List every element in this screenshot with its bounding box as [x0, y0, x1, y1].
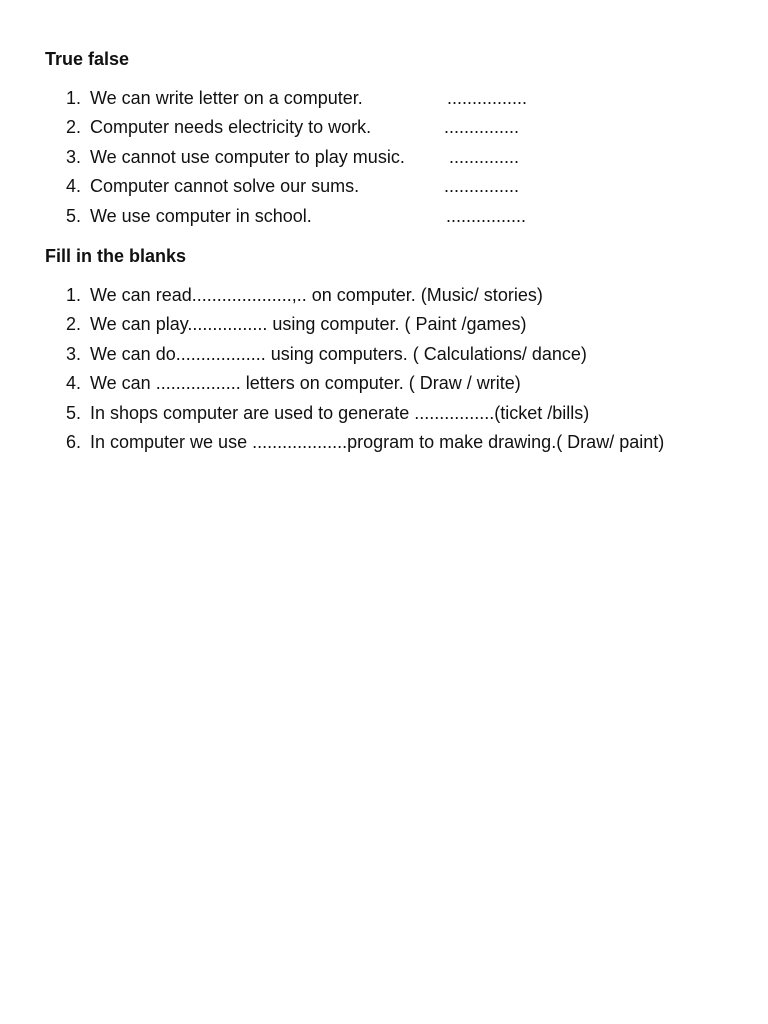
item-number: 2. — [66, 117, 82, 138]
fill-blank-item — [0, 343, 768, 372]
answer-blank: ............... — [444, 176, 520, 197]
item-statement: We can write letter on a computer. — [90, 88, 363, 108]
item-statement: In computer we use ...................program to make drawing.( Draw/ paint) — [90, 431, 665, 452]
item-number: 6. — [66, 431, 82, 452]
item-statement: Computer needs electricity to work. — [90, 117, 372, 138]
item-number: 3. — [66, 343, 82, 364]
answer-blank: ................ — [446, 205, 527, 226]
true-false-list — [0, 87, 768, 234]
true-false-item — [0, 116, 768, 145]
answer-blank: ............... — [444, 117, 520, 138]
item-number: 1. — [66, 285, 82, 305]
fill-blank-item — [0, 372, 768, 401]
item-number: 5. — [66, 205, 82, 226]
item-statement: We can play................ using computer. ( Paint /games) — [90, 314, 527, 335]
item-statement: In shops computer are used to generate ................(ticket /bills) — [90, 402, 590, 423]
fill-blanks-heading: Fill in the blanks — [45, 246, 187, 266]
item-statement: We cannot use computer to play music. — [90, 146, 405, 167]
item-number: 4. — [66, 373, 82, 394]
true-false-item — [0, 87, 768, 116]
true-false-item — [0, 146, 768, 175]
fill-blanks-list — [0, 284, 768, 460]
item-number: 1. — [66, 88, 82, 108]
answer-blank: ................ — [447, 88, 528, 108]
fill-blank-item — [0, 313, 768, 342]
item-number: 2. — [66, 314, 82, 335]
item-number: 3. — [66, 146, 82, 167]
fill-blank-item — [0, 431, 768, 460]
item-statement: We can do.................. using computers. ( Calculations/ dance) — [90, 343, 587, 364]
fill-blank-item — [0, 402, 768, 431]
fill-blank-item — [0, 284, 768, 313]
item-statement: We can ................. letters on computer. ( Draw / write) — [90, 373, 521, 394]
true-false-heading: True false — [45, 49, 130, 69]
true-false-item — [0, 175, 768, 204]
item-number: 5. — [66, 402, 82, 423]
item-statement: Computer cannot solve our sums. — [90, 176, 360, 197]
item-number: 4. — [66, 176, 82, 197]
item-statement: We can read....................,.. on computer. (Music/ stories) — [90, 285, 543, 305]
item-statement: We use computer in school. — [90, 205, 312, 226]
answer-blank: .............. — [449, 146, 520, 167]
true-false-item — [0, 205, 768, 234]
